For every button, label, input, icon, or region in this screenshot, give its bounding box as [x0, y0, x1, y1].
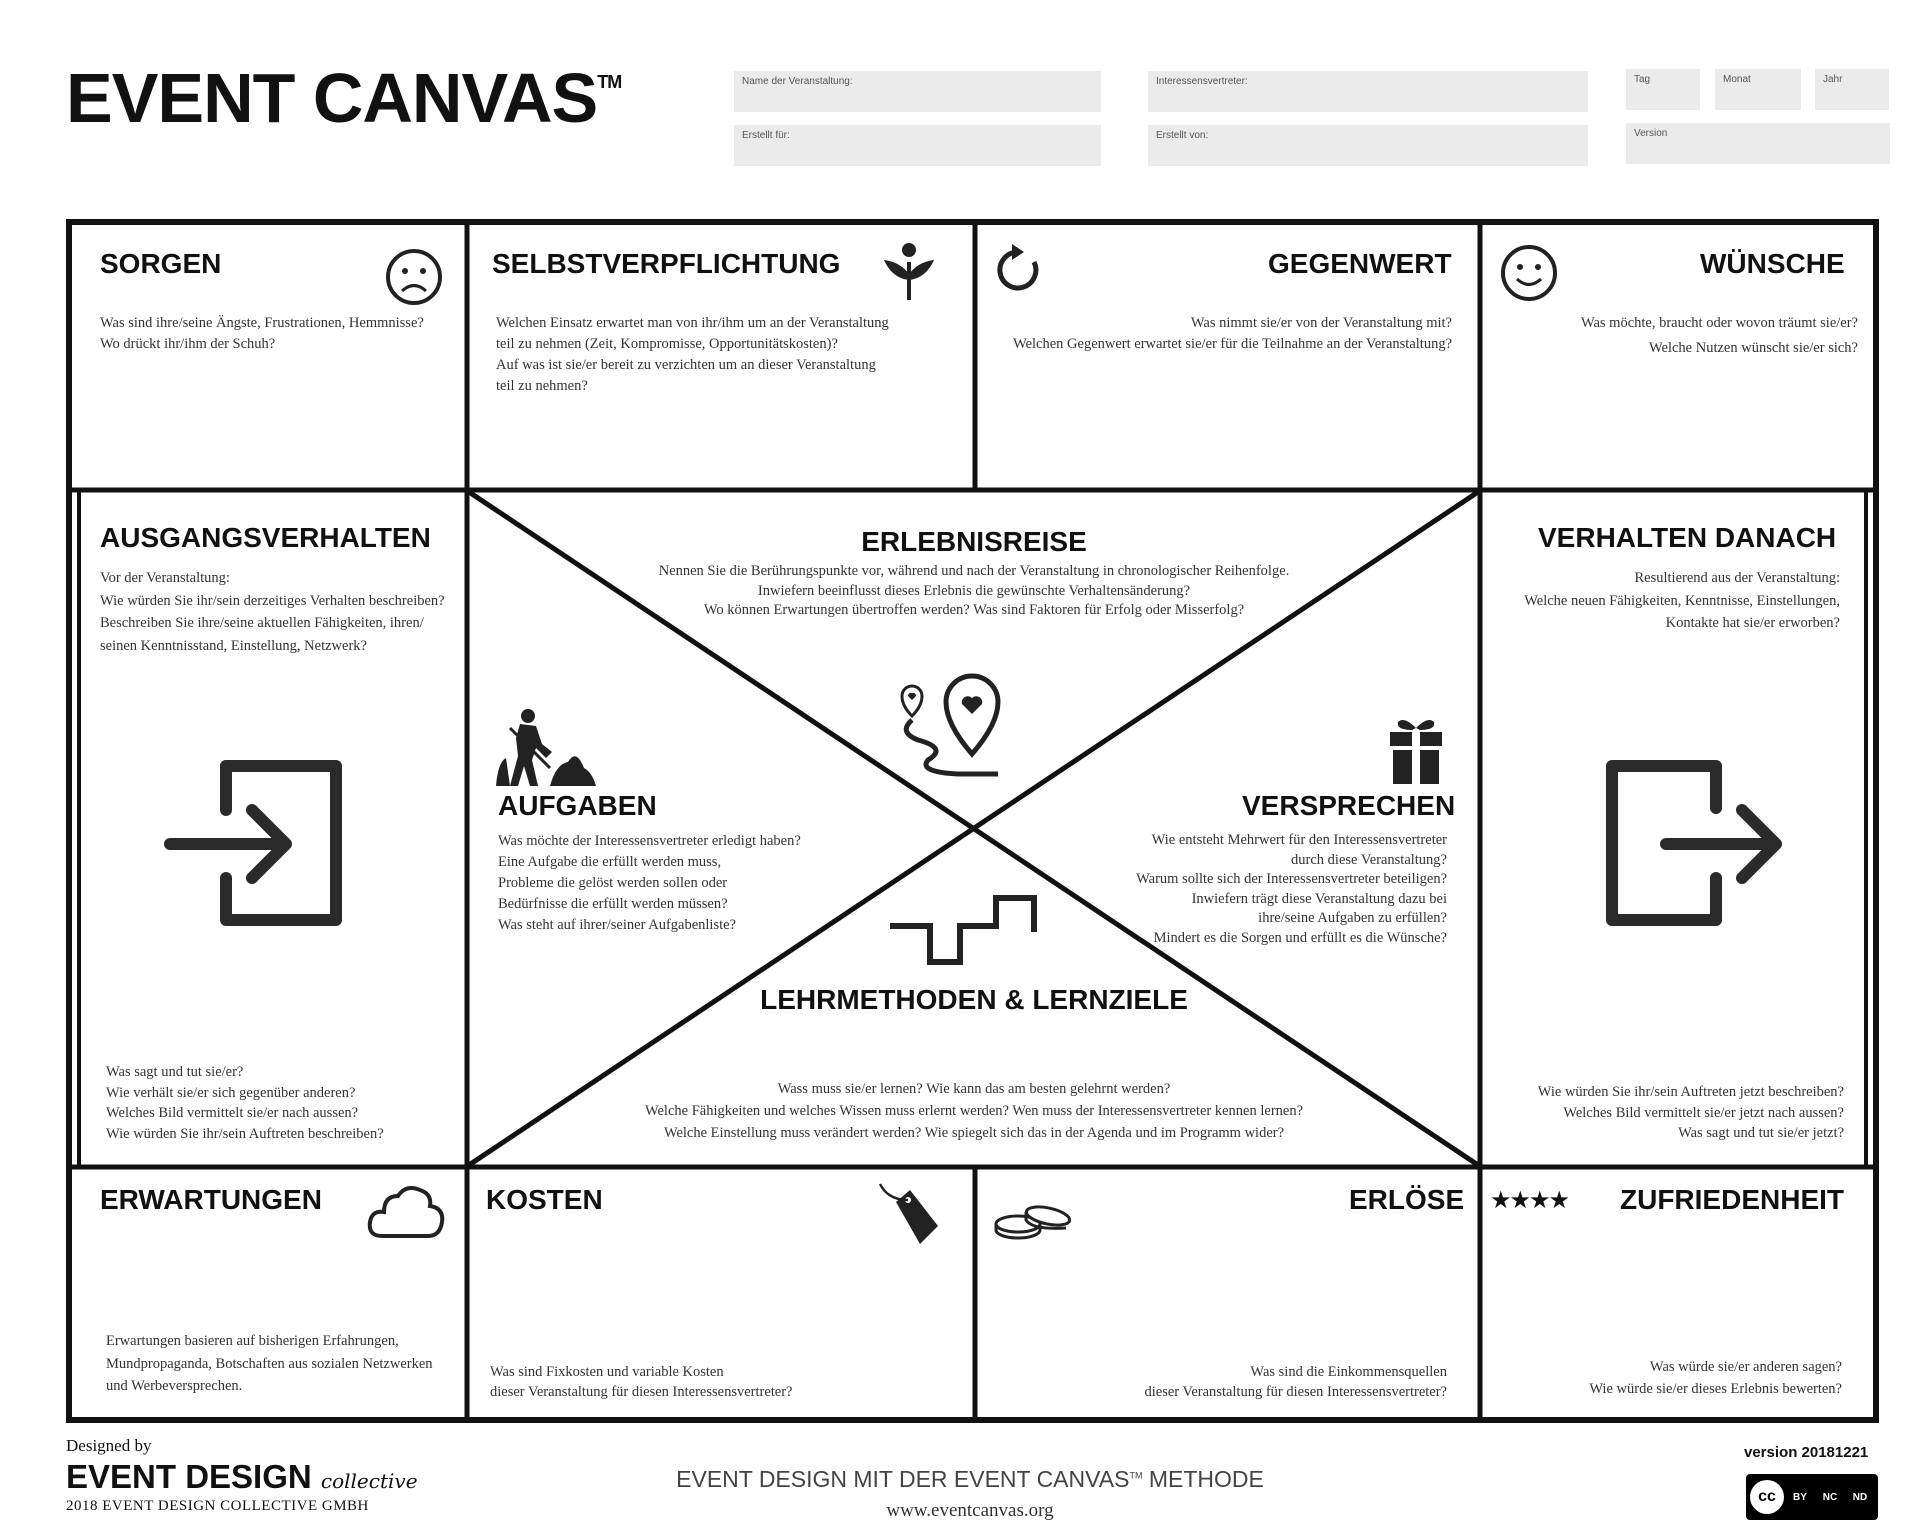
- sign-in-icon: [162, 760, 344, 928]
- day-field[interactable]: Tag: [1626, 69, 1700, 110]
- nc-icon: NC: [1822, 1491, 1838, 1503]
- lehrmethoden-text: Wass muss sie/er lernen? Wie kann das am besten gelehrnt werden? Welche Fähigkeiten und welches Wissen muss erlernt werden? Wen muss der Interessensvertreter kennen lernen? Welche Einstellung muss verändert werden? Wie spiegelt sich das in der Agenda und im Programm wider?: [644, 1081, 1304, 1141]
- erwartungen-title: ERWARTUNGEN: [100, 1184, 322, 1215]
- stars-icon: ★★★★: [1490, 1186, 1569, 1214]
- selbstverpflichtung-text: Welchen Einsatz erwartet man von ihr/ihm um an der Veranstaltung teil zu nehmen (Zeit, Kompromisse, Opportunitätskosten)? Auf was ist sie/er bereit zu verzichten um an dieser Veranstaltung teil zu nehmen?: [496, 315, 889, 394]
- ausgangsverhalten-text: Vor der Veranstaltung: Wie würden Sie ihr/sein derzeitiges Verhalten beschreiben? Beschreiben Sie ihre/seine aktuellen Fähigkeiten, ihren/ seinen Kenntnisstand, Einstellung, Netzwerk?: [100, 570, 445, 654]
- zufriedenheit-title: ZUFRIEDENHEIT: [1620, 1184, 1844, 1215]
- worker-shovel-icon: [496, 708, 596, 786]
- kosten-text: Was sind Fixkosten und variable Kosten dieser Veranstaltung für diesen Interessensvertreter?: [490, 1364, 793, 1400]
- erlebnisreise-title: ERLEBNISREISE: [861, 526, 1087, 557]
- designed-by-label: Designed by: [66, 1436, 152, 1455]
- versprechen-text: Wie entsteht Mehrwert für den Interessensvertreter durch diese Veranstaltung? Warum sollte sich der Interessensvertreter beteiligen? Inwiefern trägt diese Veranstaltung dazu bei ihre/seine Aufgaben zu erfüllen? Mindert es die Sorgen und erfüllt es die Wünsche?: [1136, 832, 1447, 946]
- erlebnisreise-text: Nennen Sie die Berührungspunkte vor, während und nach der Veranstaltung in chronologischer Reihenfolge. Inwiefern beeinflusst dieses Erlebnis die gewünschte Verhaltensänderung? Wo können Erwartungen übertroffen werden? Was sind Faktoren für Erfolg oder Misserfolg?: [658, 563, 1290, 618]
- created-for-field[interactable]: Erstellt für:: [734, 125, 1101, 166]
- zufriedenheit-text: Was würde sie/er anderen sagen? Wie würde sie/er dieses Erlebnis bewerten?: [1589, 1359, 1842, 1397]
- month-field[interactable]: Monat: [1715, 69, 1801, 110]
- brand-logo: EVENT DESIGN collective: [66, 1458, 418, 1495]
- page-title: EVENT CANVAS™: [66, 59, 622, 137]
- ausgangsverhalten-text-2: Was sagt und tut sie/er? Wie verhält sie/er sich gegenüber anderen? Welches Bild vermittelt sie/er nach aussen? Wie würden Sie ihr/sein Auftreten beschreiben?: [106, 1064, 384, 1142]
- aufgaben-title: AUFGABEN: [498, 790, 657, 821]
- nd-icon: ND: [1852, 1491, 1868, 1503]
- erwartungen-text: Erwartungen basieren auf bisherigen Erfahrungen, Mundpropaganda, Botschaften aus sozialen Netzwerken und Werbeversprechen.: [106, 1333, 433, 1394]
- coins-icon: [992, 1200, 1076, 1242]
- cc-icon: cc: [1750, 1480, 1784, 1514]
- by-icon: BY: [1793, 1491, 1807, 1503]
- price-tag-icon: [874, 1182, 942, 1250]
- gift-icon: [1390, 716, 1442, 784]
- verhalten-danach-text: Resultierend aus der Veranstaltung: Welche neuen Fähigkeiten, Kenntnisse, Einstellungen, Kontakte hat sie/er erworben?: [1524, 570, 1840, 631]
- map-pin-route-icon: [888, 672, 1004, 780]
- lehrmethoden-title: LEHRMETHODEN & LERNZIELE: [760, 984, 1188, 1015]
- ausgangsverhalten-title: AUSGANGSVERHALTEN: [100, 522, 431, 553]
- sprout-icon: [878, 240, 940, 302]
- sorgen-text: Was sind ihre/seine Ängste, Frustrationen, Hemmnisse? Wo drückt ihr/ihm der Schuh?: [100, 315, 424, 352]
- stakeholder-field[interactable]: Interessensvertreter:: [1148, 71, 1588, 112]
- version-label: version 20181221: [1744, 1444, 1869, 1461]
- sorgen-title: SORGEN: [100, 248, 222, 279]
- cloud-icon: [366, 1180, 446, 1242]
- gegenwert-title: GEGENWERT: [1268, 248, 1452, 279]
- erloese-text: Was sind die Einkommensquellen dieser Veranstaltung für diesen Interessensvertreter?: [1144, 1364, 1447, 1400]
- selbstverpflichtung-title: SELBSTVERPFLICHTUNG: [492, 248, 841, 279]
- wuensche-text: Was möchte, braucht oder wovon träumt sie/er? Welche Nutzen wünscht sie/er sich?: [1580, 315, 1858, 356]
- sign-out-icon: [1606, 760, 1786, 928]
- verhalten-danach-title: VERHALTEN DANACH: [1538, 522, 1837, 553]
- erloese-title: ERLÖSE: [1349, 1184, 1465, 1215]
- aufgaben-text: Was möchte der Interessensvertreter erledigt haben? Eine Aufgabe die erfüllt werden muss, Probleme die gelöst werden sollen oder Bedürfnisse die erfüllt werden müssen? Was steht auf ihrer/seiner Aufgabenliste?: [498, 833, 801, 933]
- smile-face-icon: [1500, 244, 1558, 302]
- footer-tagline: EVENT DESIGN MIT DER EVENT CANVAS™ METHODE: [676, 1466, 1264, 1492]
- company-label: 2018 EVENT DESIGN COLLECTIVE GMBH: [66, 1498, 369, 1514]
- sad-face-icon: [385, 248, 443, 306]
- gegenwert-text: Was nimmt sie/er von der Veranstaltung mit? Welchen Gegenwert erwartet sie/er für die Teilnahme an der Veranstaltung?: [1013, 315, 1452, 352]
- versprechen-title: VERSPRECHEN: [1242, 790, 1456, 821]
- version-field[interactable]: Version: [1626, 123, 1890, 164]
- wuensche-title: WÜNSCHE: [1700, 248, 1845, 279]
- refresh-icon: [994, 242, 1046, 298]
- event-name-field[interactable]: Name der Veranstaltung:: [734, 71, 1101, 112]
- footer-url[interactable]: www.eventcanvas.org: [886, 1500, 1054, 1521]
- license-badge[interactable]: [1746, 1474, 1878, 1520]
- verhalten-danach-text-2: Wie würden Sie ihr/sein Auftreten jetzt beschreiben? Welches Bild vermittelt sie/er jetzt nach aussen? Was sagt und tut sie/er jetzt?: [1537, 1084, 1844, 1141]
- steps-icon: [886, 892, 1038, 966]
- created-by-field[interactable]: Erstellt von:: [1148, 125, 1588, 166]
- kosten-title: KOSTEN: [486, 1184, 603, 1215]
- year-field[interactable]: Jahr: [1815, 69, 1889, 110]
